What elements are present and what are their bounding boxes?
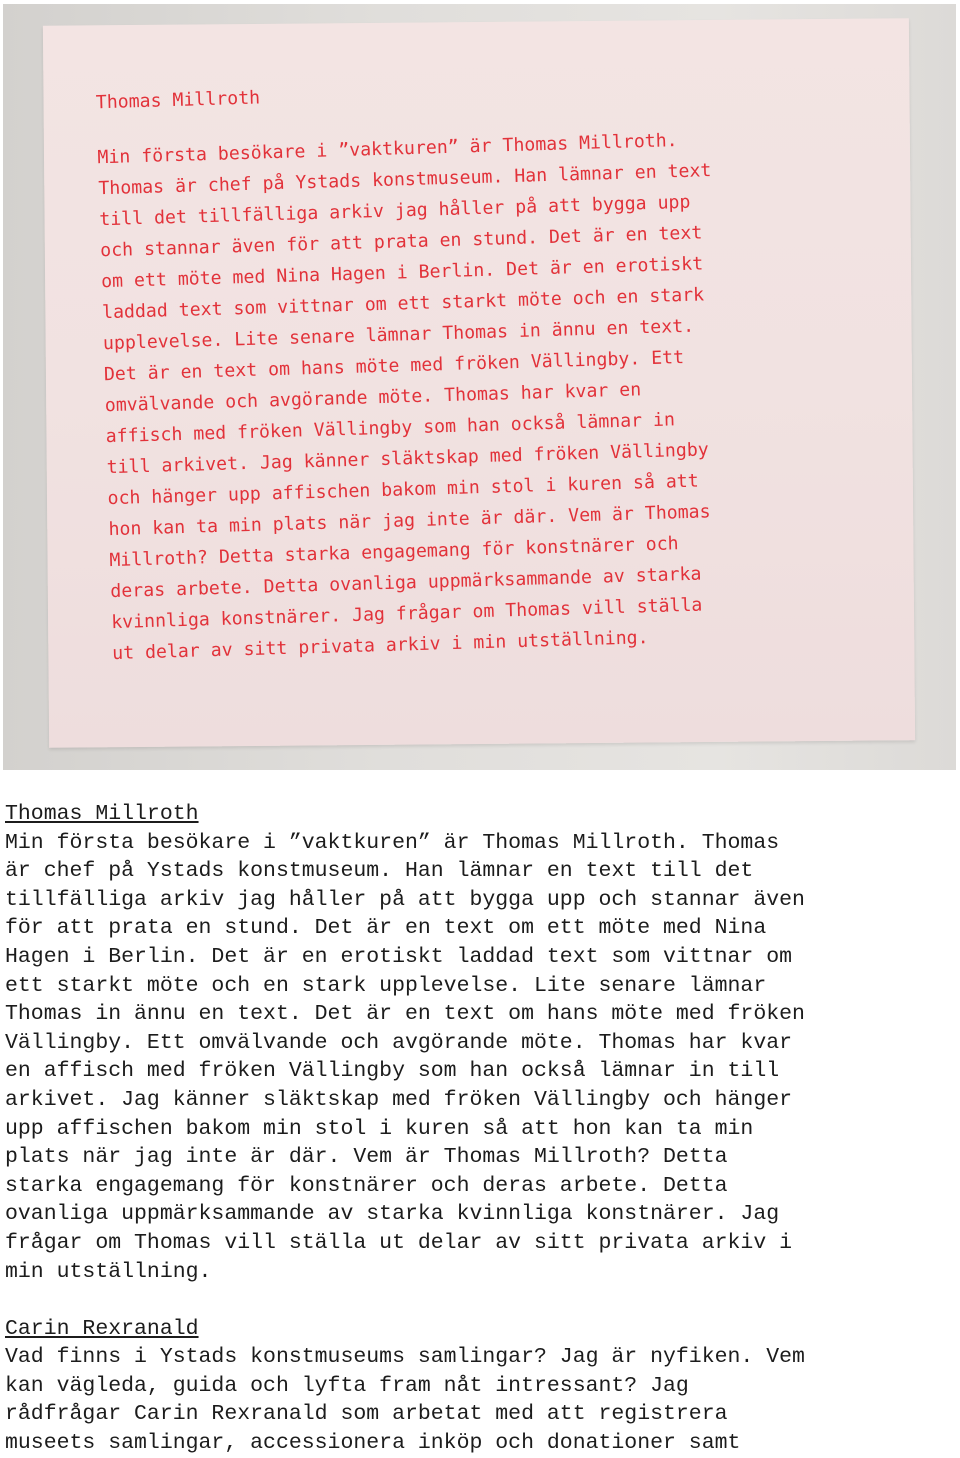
text-line: Vad finns i Ystads konstmuseums samlingar? Jag är nyfiken. Vem (5, 1345, 805, 1370)
text-line: Thomas in ännu en text. Det är en text om hans möte med fröken (5, 1002, 805, 1027)
paragraph-gap (5, 1286, 950, 1315)
text-line: en affisch med fröken Vällingby som han också lämnar in till (5, 1059, 780, 1084)
card-line: ut delar av sitt privata arkiv i min utställning. (111, 627, 649, 665)
pink-card (43, 18, 915, 748)
card-line: omvälvande och avgörande möte. Thomas har kvar en (104, 379, 642, 417)
card-line: Det är en text om hans möte med fröken Vällingby. Ett (103, 346, 685, 386)
card-line: kvinnliga konstnärer. Jag frågar om Thomas vill ställa (110, 594, 703, 634)
text-line: Vällingby. Ett omvälvande och avgörande möte. Thomas har kvar (5, 1030, 793, 1055)
card-line: om ett möte med Nina Hagen i Berlin. Det är en erotiskt (100, 253, 704, 293)
card-line: laddad text som vittnar om ett starkt möte och en stark (101, 284, 705, 324)
text-line: min utställning. (5, 1259, 212, 1284)
card-title: Thomas Millroth (95, 87, 261, 114)
card-line: Min första besökare i ”vaktkuren” är Thomas Millroth. (97, 130, 678, 169)
section-title: Thomas Millroth (5, 802, 199, 826)
text-line: rådfrågar Carin Rexranald som arbetat med att registrera (5, 1402, 728, 1427)
section-thomas-millroth (5, 800, 950, 1286)
text-line: tillfälliga arkiv jag håller på att bygga upp och stannar även (5, 887, 805, 912)
card-line: till det tillfälliga arkiv jag håller på att bygga upp (99, 191, 691, 231)
text-line: ovanliga uppmärksammande av starka kvinnliga konstnärer. Jag (5, 1202, 780, 1227)
text-line: Min första besökare i ”vaktkuren” är Thomas Millroth. Thomas (5, 830, 780, 855)
text-line: för att prata en stund. Det är en text om ett möte med Nina (5, 916, 767, 941)
text-line: plats när jag inte är där. Vem är Thomas Millroth? Detta (5, 1145, 728, 1170)
text-line: Hagen i Berlin. Det är en erotiskt laddad text som vittnar om (5, 944, 793, 969)
card-line: affisch med fröken Vällingby som han också lämnar in (105, 409, 676, 448)
card-line: upplevelse. Lite senare lämnar Thomas in ännu en text. (102, 315, 695, 355)
card-line: deras arbete. Detta ovanliga uppmärksammande av starka (110, 563, 702, 603)
text-line: starka engagemang för konstnärer och deras arbete. Detta (5, 1173, 728, 1198)
card-line: och stannar även för att prata en stund. Det är en text (99, 222, 703, 262)
card-line: hon kan ta min plats när jag inte är där. Vem är Thomas (108, 501, 711, 541)
text-line: kan vägleda, guida och lyfta fram nåt intressant? Jag (5, 1373, 689, 1398)
text-line: museets samlingar, accessionera inköp och donationer samt (5, 1431, 741, 1456)
section-title: Carin Rexranald (5, 1316, 199, 1341)
card-line: Thomas är chef på Ystads konstmuseum. Han lämnar en text (98, 160, 712, 200)
card-line: till arkivet. Jag känner släktskap med fröken Vällingby (106, 439, 709, 479)
text-line: ett starkt möte och en stark upplevelse. Lite senare lämnar (5, 973, 767, 998)
card-text (95, 64, 892, 669)
photo-of-printed-card (3, 4, 956, 770)
text-line: frågar om Thomas vill ställa ut delar av sitt privata arkiv i (5, 1230, 793, 1255)
section-carin-rexranald (5, 1315, 950, 1458)
paragraph (5, 1343, 950, 1457)
text-line: arkivet. Jag känner släktskap med fröken Vällingby och hänger (5, 1087, 793, 1112)
card-line: Millroth? Detta starka engagemang för konstnärer och (109, 533, 679, 572)
paragraph (5, 829, 950, 1287)
text-line: är chef på Ystads konstmuseum. Han lämnar en text till det (5, 859, 754, 884)
card-line: och hänger upp affischen bakom min stol i kuren så att (107, 470, 699, 510)
document-body (5, 800, 950, 1458)
text-line: upp affischen bakom min stol i kuren så att hon kan ta min (5, 1116, 754, 1141)
